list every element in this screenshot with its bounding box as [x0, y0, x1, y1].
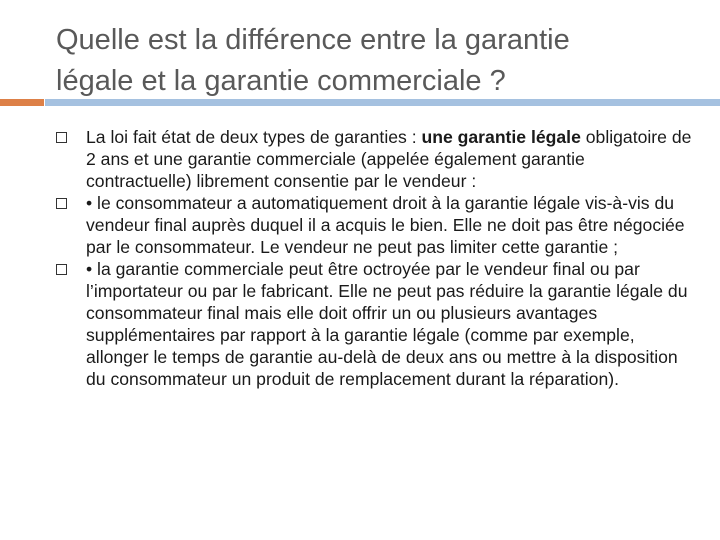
- list-item: [54, 126, 694, 192]
- list-item-text-end: obligatoire de 2 ans et une garantie commerciale (appelée également garantie contractuelle) librement consentie par le vendeur :: [86, 127, 692, 191]
- list-item-bold-text: une garantie légale: [421, 127, 581, 147]
- list-item: [54, 192, 694, 258]
- accent-bar-blue: [45, 99, 720, 106]
- square-bullet-icon: [56, 264, 67, 275]
- list-item-text-start: La loi fait état de deux types de garanties :: [86, 127, 422, 147]
- list-item: [54, 258, 694, 390]
- accent-bar-orange: [0, 99, 44, 106]
- square-bullet-icon: [56, 132, 67, 143]
- slide-title-line-2: légale et la garantie commerciale ?: [56, 65, 506, 97]
- square-bullet-icon: [56, 198, 67, 209]
- list-item-text: • la garantie commerciale peut être octroyée par le vendeur final ou par l’importateur ou par le fabricant. Elle ne peut pas réduire la garantie légale du consommateur final mais elle doit offrir un ou plusieurs avantages supplémentaires par rapport à la garantie légale (comme par exemple, allonger le temps de garantie au-delà de deux ans ou mettre à la disposition du consommateur un produit de remplacement durant la réparation).: [86, 259, 688, 389]
- bullet-list: [54, 126, 694, 390]
- slide-title: [56, 20, 696, 102]
- list-item-text: • le consommateur a automatiquement droit à la garantie légale vis-à-vis du vendeur final auprès duquel il a acquis le bien. Elle ne doit pas être négociée par le consommateur. Le vendeur ne peut pas limiter cette garantie ;: [86, 193, 685, 257]
- slide-title-line-1: Quelle est la différence entre la garantie: [56, 24, 570, 56]
